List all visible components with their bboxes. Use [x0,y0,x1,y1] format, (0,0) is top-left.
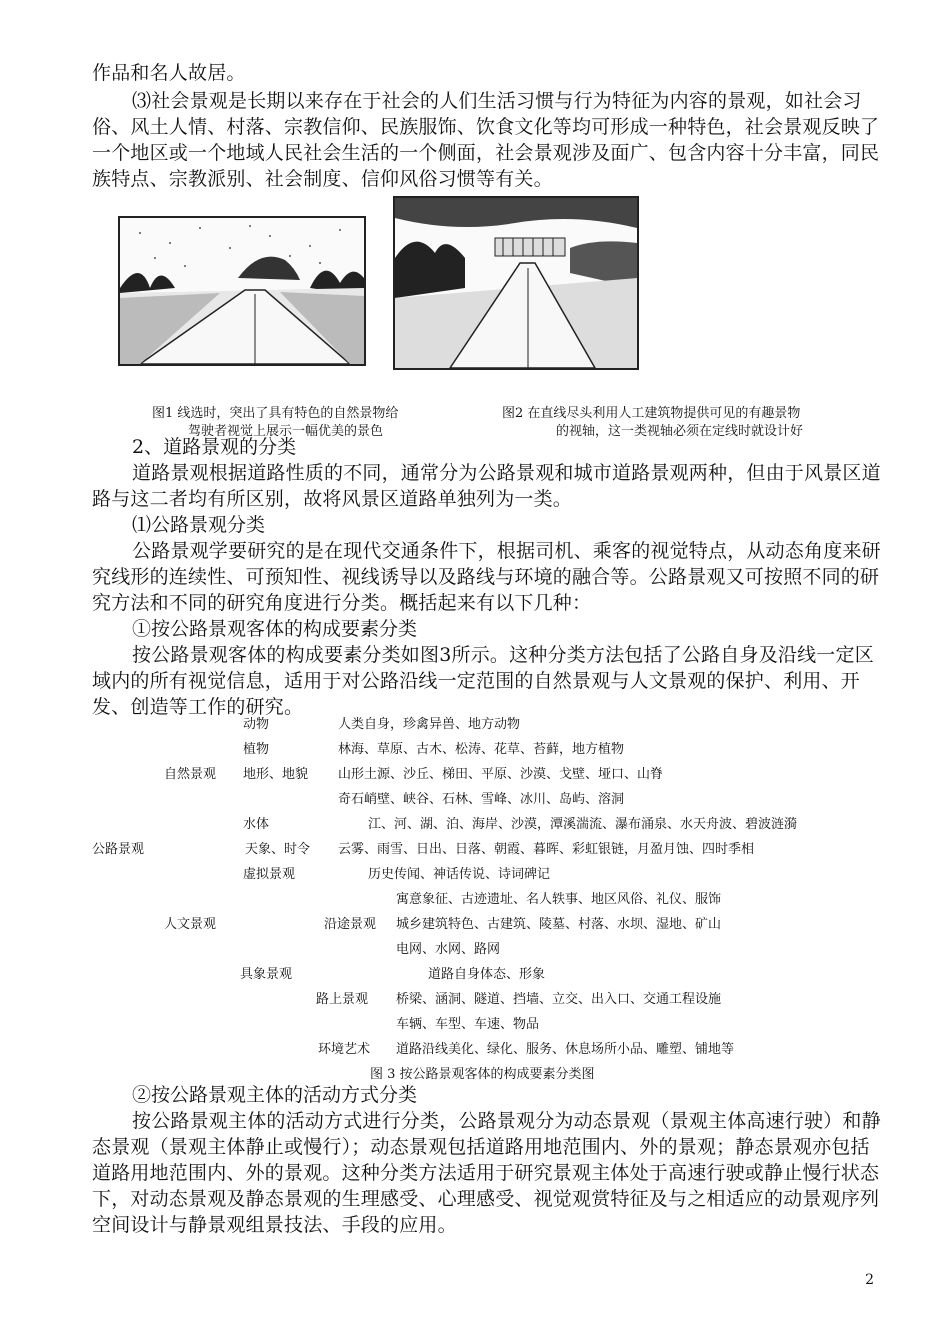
figure-2-caption-line-1: 图2 在直线尽头利用人工建筑物提供可见的有趣景物 [502,406,801,421]
tree-along-text-3: 电网、水网、路网 [396,942,501,957]
tree-weather: 天象、时令 [245,842,311,857]
figure-2-caption-line-2: 的视轴，这一类视轴必须在定线时就设计好 [556,424,804,439]
tree-plants-text: 林海、草原、古木、松涛、花草、苔藓，地方植物 [338,742,625,757]
figure-3-caption: 图 3 按公路景观客体的构成要素分类图 [370,1067,595,1082]
tree-weather-text: 云雾、雨雪、日出、日落、朝霞、暮晖、彩虹银链，月盈月蚀、四时季相 [338,842,755,857]
figure-1-image [118,216,366,366]
tree-terrain-text-2: 奇石峭壁、峡谷、石林、雪峰、冰川、岛屿、溶洞 [338,792,625,807]
tree-human: 人文景观 [164,917,217,932]
tree-natural: 自然景观 [164,767,217,782]
section-2-paragraph: 道路景观根据道路性质的不同，通常分为公路景观和城市道路景观两种，但由于风景区道路与这二者均有所区别，故将风景区道路单独列为一类。 [92,462,881,510]
figure-1-caption-line-2: 驾驶者视觉上展示一幅优美的景色 [188,424,384,439]
tree-animals: 动物 [243,717,270,732]
tree-along-text-1: 寓意象征、古迹遗址、名人轶事、地区风俗、礼仪、服饰 [396,892,722,907]
tree-terrain: 地形、地貌 [243,767,309,782]
tree-root: 公路景观 [92,842,145,857]
figure-1-caption-line-1: 图1 线选时，突出了具有特色的自然景物给 [152,406,399,421]
tree-along: 沿途景观 [324,917,377,932]
item-2-paragraph: 按公路景观主体的活动方式进行分类，公路景观分为动态景观（景观主体高速行驶）和静态景观（景观主体静止或慢行）；动态景观包括道路用地范围内、外的景观；静态景观亦包括道路用地范围内、外的景观。这种分类方法适用于研究景观主体处于高速行驶或静止慢行状态下，对动态景观及静态景观的生理感受、心理感受、视觉观赏特征及与之相适应的动景观序列空间设计与静景观组景技法、手段的应用。 [92,1110,881,1236]
top-text: 作品和名人故居。 [92,62,246,84]
tree-onroad-text-1: 桥梁、涵洞、隧道、挡墙、立交、出入口、交通工程设施 [396,992,722,1007]
tree-terrain-text-1: 山形土源、沙丘、梯田、平原、沙漠、戈壁、垭口、山脊 [338,767,664,782]
tree-onroad-text-2: 车辆、车型、车速、物品 [396,1017,540,1032]
item-1-heading: ①按公路景观客体的构成要素分类 [132,618,418,640]
tree-water: 水体 [243,817,270,832]
tree-virtual: 虚拟景观 [243,867,296,882]
tree-animals-text: 人类自身，珍禽异兽、地方动物 [338,717,521,732]
subsection-1-heading: ⑴公路景观分类 [132,514,266,536]
tree-plants: 植物 [243,742,270,757]
subsection-1-paragraph: 公路景观学要研究的是在现代交通条件下，根据司机、乘客的视觉特点，从动态角度来研究线形的连续性、可预知性、视线诱导以及路线与环境的融合等。公路景观又可按照不同的研究方法和不同的研究角度进行分类。概括起来有以下几种： [92,540,881,614]
item-2-heading: ②按公路景观主体的活动方式分类 [132,1084,418,1106]
section-2-heading: 2、道路景观的分类 [132,436,297,458]
tree-envart-text: 道路沿线美化、绿化、服务、休息场所小品、雕塑、铺地等 [396,1042,735,1057]
social-landscape-paragraph: ⑶社会景观是长期以来存在于社会的人们生活习惯与行为特征为内容的景观，如社会习俗、风土人情、村落、宗教信仰、民族服饰、饮食文化等均可形成一种特色，社会景观反映了一个地区或一个地域人民社会生活的一个侧面，社会景观涉及面广、包含内容十分丰富，同民族特点、宗教派别、社会制度、信仰风俗习惯等有关。 [92,90,880,190]
tree-along-text-2: 城乡建筑特色、古建筑、陵墓、村落、水坝、湿地、矿山 [396,917,722,932]
figure-2-image [393,196,639,370]
tree-road-self: 道路自身体态、形象 [428,967,546,982]
item-1-paragraph: 按公路景观客体的构成要素分类如图3所示。这种分类方法包括了公路自身及沿线一定区域内的所有视觉信息，适用于对公路沿线一定范围的自然景观与人文景观的保护、利用、开发、创造等工作的研究。 [92,644,874,718]
tree-onroad: 路上景观 [316,992,369,1007]
page-number: 2 [865,1272,874,1288]
tree-envart: 环境艺术 [318,1042,371,1057]
figure-2-drawing [395,198,637,368]
tree-water-text: 江、河、湖、泊、海岸、沙漠，潭溪湍流、瀑布涌泉、水天舟波、碧波涟漪 [368,817,798,832]
tree-virtual-text: 历史传闻、神话传说、诗词碑记 [368,867,551,882]
tree-concrete: 具象景观 [240,967,293,982]
figure-1-drawing [120,218,364,364]
